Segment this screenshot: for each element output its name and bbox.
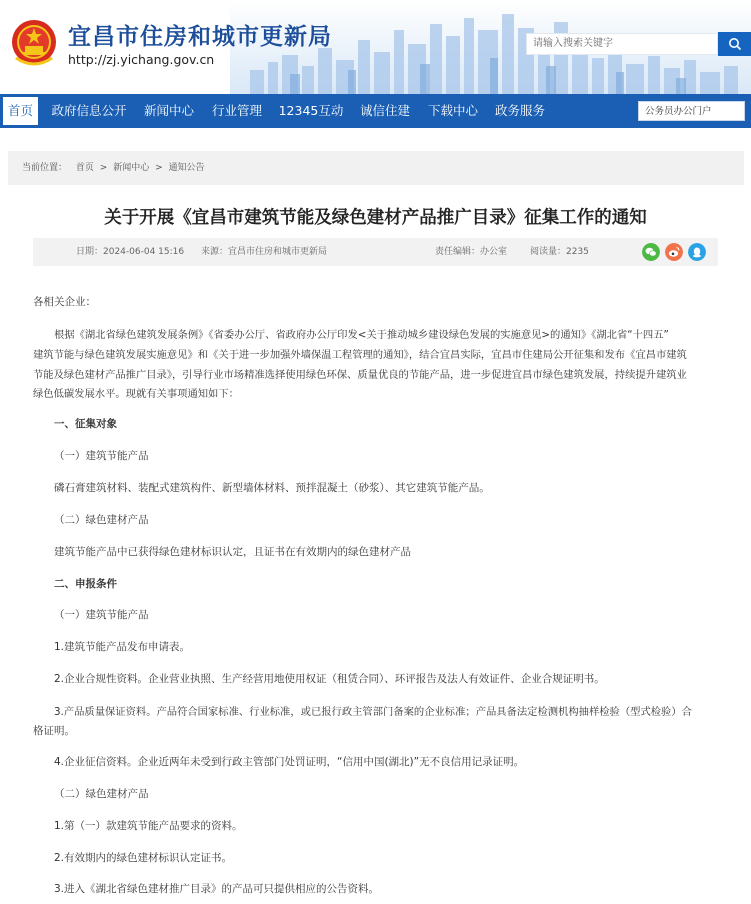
intro-line: 节能及绿色建材产品推广目录》，引导行业市场精准选择使用绿色环保、质量优良的节能产品，进一步促进宜昌市绿色建筑发展，持续提升建筑业 <box>33 369 687 381</box>
search-input[interactable]: 请输入搜索关键字 <box>526 33 718 55</box>
breadcrumb-label: 当前位置： <box>22 163 68 173</box>
section-heading: 一、征集对象 <box>54 418 117 430</box>
paragraph: 磷石膏建筑材料、装配式建筑构件、新型墙体材料、预拌混凝土（砂浆）、其它建筑节能产品。 <box>54 482 490 494</box>
greeting: 各相关企业： <box>33 296 96 308</box>
article-date: 日期：2024-06-04 15:16 <box>76 247 185 257</box>
subsection-heading: （二）绿色建材产品 <box>54 514 149 526</box>
portal-link[interactable]: 公务员办公门户 <box>638 101 745 121</box>
breadcrumb-news[interactable]: 新闻中心 <box>113 163 150 173</box>
nav-item-12345[interactable]: 12345互动 <box>278 103 344 118</box>
nav-item-news[interactable]: 新闻中心 <box>143 103 194 118</box>
site-url[interactable]: http://zj.yichang.gov.cn <box>68 52 215 67</box>
section-heading: 二、申报条件 <box>54 578 117 590</box>
breadcrumb-separator: > <box>155 163 163 173</box>
site-header <box>0 0 751 94</box>
paragraph: 2.企业合规性资料。企业营业执照、生产经营用地使用权证（租赁合同）、环评报告及法人有效证件、企业合规证明书。 <box>54 673 605 685</box>
nav-item-gov-info[interactable]: 政府信息公开 <box>51 103 127 118</box>
article-title: 关于开展《宜昌市建筑节能及绿色建材产品推广目录》征集工作的通知 <box>104 208 647 228</box>
subsection-heading: （一）建筑节能产品 <box>54 450 149 462</box>
subsection-heading: （一）建筑节能产品 <box>54 609 149 621</box>
paragraph: 1.建筑节能产品发布申请表。 <box>54 641 191 653</box>
search-button[interactable] <box>718 32 751 56</box>
article-meta <box>33 238 718 266</box>
paragraph: 1.第（一）款建筑节能产品要求的资料。 <box>54 820 243 832</box>
paragraph: 2.有效期内的绿色建材标识认定证书。 <box>54 852 233 864</box>
article-editor: 责任编辑：办公室 <box>435 247 508 257</box>
paragraph: 4.企业征信资料。企业近两年未受到行政主管部门处罚证明，“信用中国(湖北)”无不良信用记录证明。 <box>54 756 525 768</box>
intro-line: 根据《湖北省绿色建筑发展条例》《省委办公厅、省政府办公厅印发<关于推动城乡建设绿色发展的实施意见>的通知》《湖北省“十四五” <box>54 329 669 341</box>
intro-line: 建筑节能与绿色建筑发展实施意见》和《关于进一步加强外墙保温工程管理的通知》，结合宜昌实际，宜昌市住建局公开征集和发布《宜昌市建筑 <box>33 349 687 361</box>
paragraph: 3.进入《湖北省绿色建材推广目录》的产品可只提供相应的公告资料。 <box>54 883 380 895</box>
article-views: 阅读量：2235 <box>530 247 589 257</box>
nav-item-credit[interactable]: 诚信住建 <box>359 103 410 118</box>
paragraph: 格证明。 <box>33 725 75 737</box>
breadcrumb-notices[interactable]: 通知公告 <box>168 163 205 173</box>
breadcrumb-home[interactable]: 首页 <box>75 163 94 173</box>
intro-line: 绿色低碳发展水平。现就有关事项通知如下： <box>33 388 239 400</box>
article-source: 来源：宜昌市住房和城市更新局 <box>201 247 328 257</box>
qq-icon[interactable] <box>688 243 706 261</box>
subsection-heading: （二）绿色建材产品 <box>54 788 149 800</box>
nav-item-download[interactable]: 下载中心 <box>427 103 478 118</box>
weibo-icon[interactable] <box>665 243 683 261</box>
paragraph: 3.产品质量保证资料。产品符合国家标准、行业标准，或已报行政主管部门备案的企业标准；产品具备法定检测机构抽样检验（型式检验）合 <box>54 706 692 718</box>
site-title[interactable]: 宜昌市住房和城市更新局 <box>68 24 332 50</box>
nav-item-services[interactable]: 政务服务 <box>494 103 545 118</box>
breadcrumb <box>8 151 744 185</box>
wechat-icon[interactable] <box>642 243 660 261</box>
paragraph: 建筑节能产品中已获得绿色建材标识认定，且证书在有效期内的绿色建材产品 <box>54 546 411 558</box>
search-icon <box>728 37 742 51</box>
breadcrumb-separator: > <box>99 163 108 173</box>
nav-item-home[interactable]: 首页 <box>3 97 38 125</box>
national-emblem-icon <box>10 18 58 68</box>
nav-item-industry[interactable]: 行业管理 <box>211 103 262 118</box>
